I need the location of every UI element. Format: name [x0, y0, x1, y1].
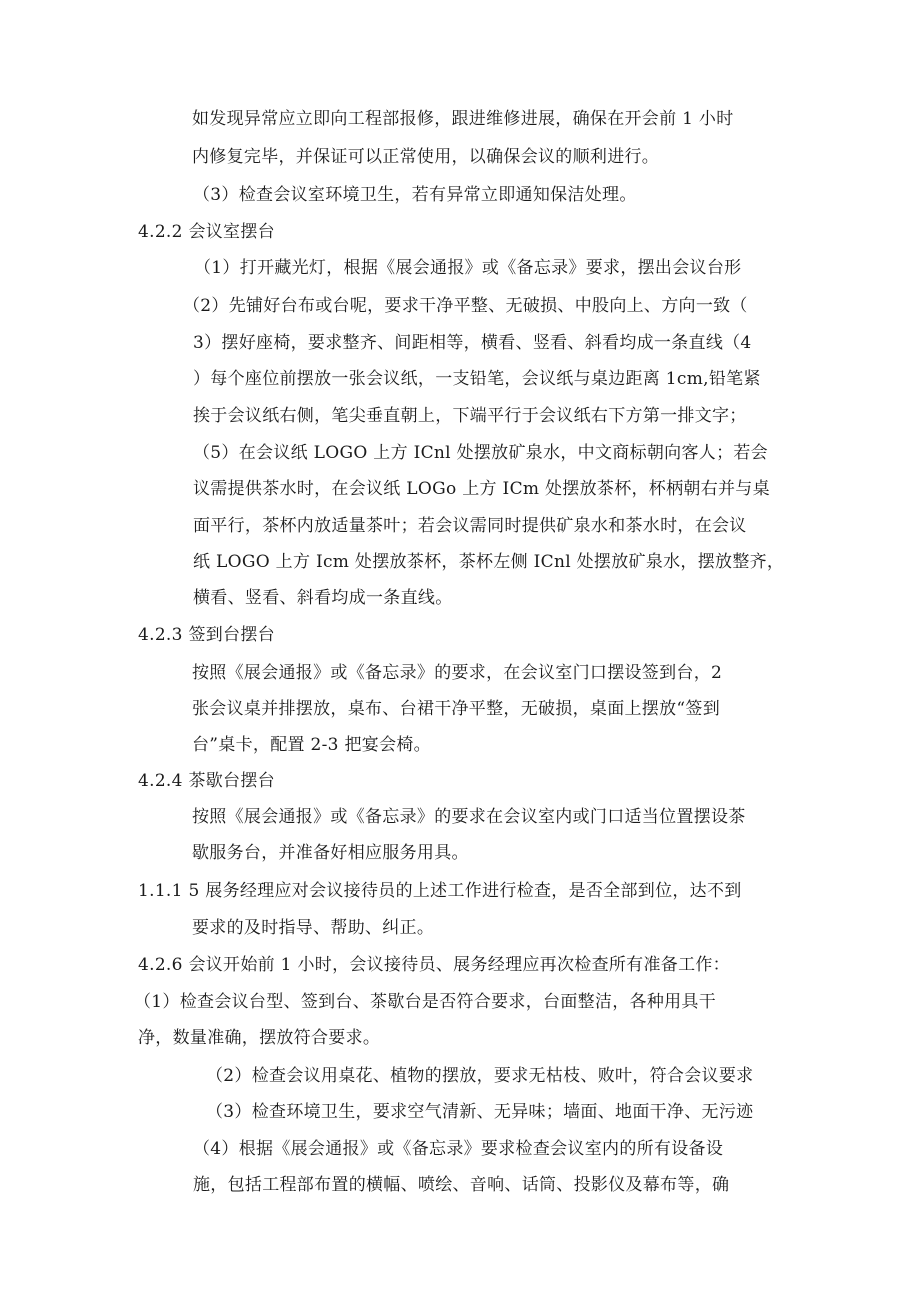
body-line: ）每个座位前摆放一张会议纸，一支铅笔，会议纸与桌边距离 1cm,铅笔紧 — [193, 369, 761, 389]
list-item: （5）在会议纸 LOGO 上方 ICnl 处摆放矿泉水，中文商标朝向客人；若会 — [193, 443, 768, 463]
section-heading: 4.2.6 会议开始前 1 小时，会议接待员、展务经理应再次检查所有准备工作： — [138, 955, 730, 975]
body-line: 如发现异常应立即向工程部报修，跟进维修进展，确保在开会前 1 小时 — [192, 109, 734, 129]
body-line: 净，数量准确，摆放符合要求。 — [138, 1028, 381, 1048]
body-line: 台”桌卡，配置 2-3 把宴会椅。 — [192, 735, 431, 755]
body-line: 张会议桌并排摆放，桌布、台裙干净平整，无破损，桌面上摆放“签到 — [192, 699, 720, 719]
body-line: 横看、竖看、斜看均成一条直线。 — [193, 588, 453, 608]
list-item: （1）检查会议台型、签到台、茶歇台是否符合要求，台面整洁，各种用具干 — [134, 992, 717, 1012]
body-line: 纸 LOGO 上方 Icm 处摆放茶杯，茶杯左侧 ICnl 处摆放矿泉水，摆放整齐， — [193, 552, 785, 572]
body-line: 按照《展会通报》或《备忘录》的要求在会议室内或门口适当位置摆设茶 — [192, 807, 746, 827]
body-line: 施，包括工程部布置的横幅、喷绘、音响、话筒、投影仪及幕布等，确 — [193, 1175, 730, 1195]
body-line: 3）摆好座椅，要求整齐、间距相等，横看、竖看、斜看均成一条直线（4 — [193, 333, 752, 353]
body-line: 挨于会议纸右侧，笔尖垂直朝上，下端平行于会议纸右下方第一排文字； — [193, 406, 747, 426]
section-heading: 4.2.2 会议室摆台 — [138, 222, 275, 242]
body-line: 要求的及时指导、帮助、纠正。 — [192, 918, 435, 938]
body-line: 内修复完毕，并保证可以正常使用，以确保会议的顺利进行。 — [192, 147, 660, 167]
section-heading: 1.1.1 5 展务经理应对会议接待员的上述工作进行检查，是否全部到位，达不到 — [138, 881, 742, 901]
body-line: 歇服务台，并准备好相应服务用具。 — [192, 843, 469, 863]
list-item: （2）先铺好台布或台呢，要求干净平整、无破损、中股向上、方向一致（ — [183, 296, 748, 316]
body-line: 按照《展会通报》或《备忘录》的要求，在会议室门口摆设签到台，2 — [192, 663, 723, 683]
list-item: （3）检查会议室环境卫生，若有异常立即通知保洁处理。 — [193, 185, 637, 205]
list-item: （4）根据《展会通报》或《备忘录》要求检查会议室内的所有设备设 — [193, 1139, 724, 1159]
section-heading: 4.2.3 签到台摆台 — [138, 625, 275, 645]
list-item: （1）打开藏光灯，根据《展会通报》或《备忘录》要求，摆出会议台形 — [194, 258, 742, 278]
list-item: （3）检查环境卫生，要求空气清新、无异味；墙面、地面干净、无污迹 — [206, 1102, 754, 1122]
body-line: 议需提供茶水时，在会议纸 LOGo 上方 ICm 处摆放茶杯，杯柄朝右并与桌 — [193, 479, 770, 499]
body-line: 面平行，茶杯内放适量茶叶；若会议需同时提供矿泉水和茶水时，在会议 — [193, 516, 747, 536]
section-heading: 4.2.4 茶歇台摆台 — [138, 771, 275, 791]
list-item: （2）检查会议用桌花、植物的摆放，要求无枯枝、败叶，符合会议要求 — [206, 1066, 754, 1086]
